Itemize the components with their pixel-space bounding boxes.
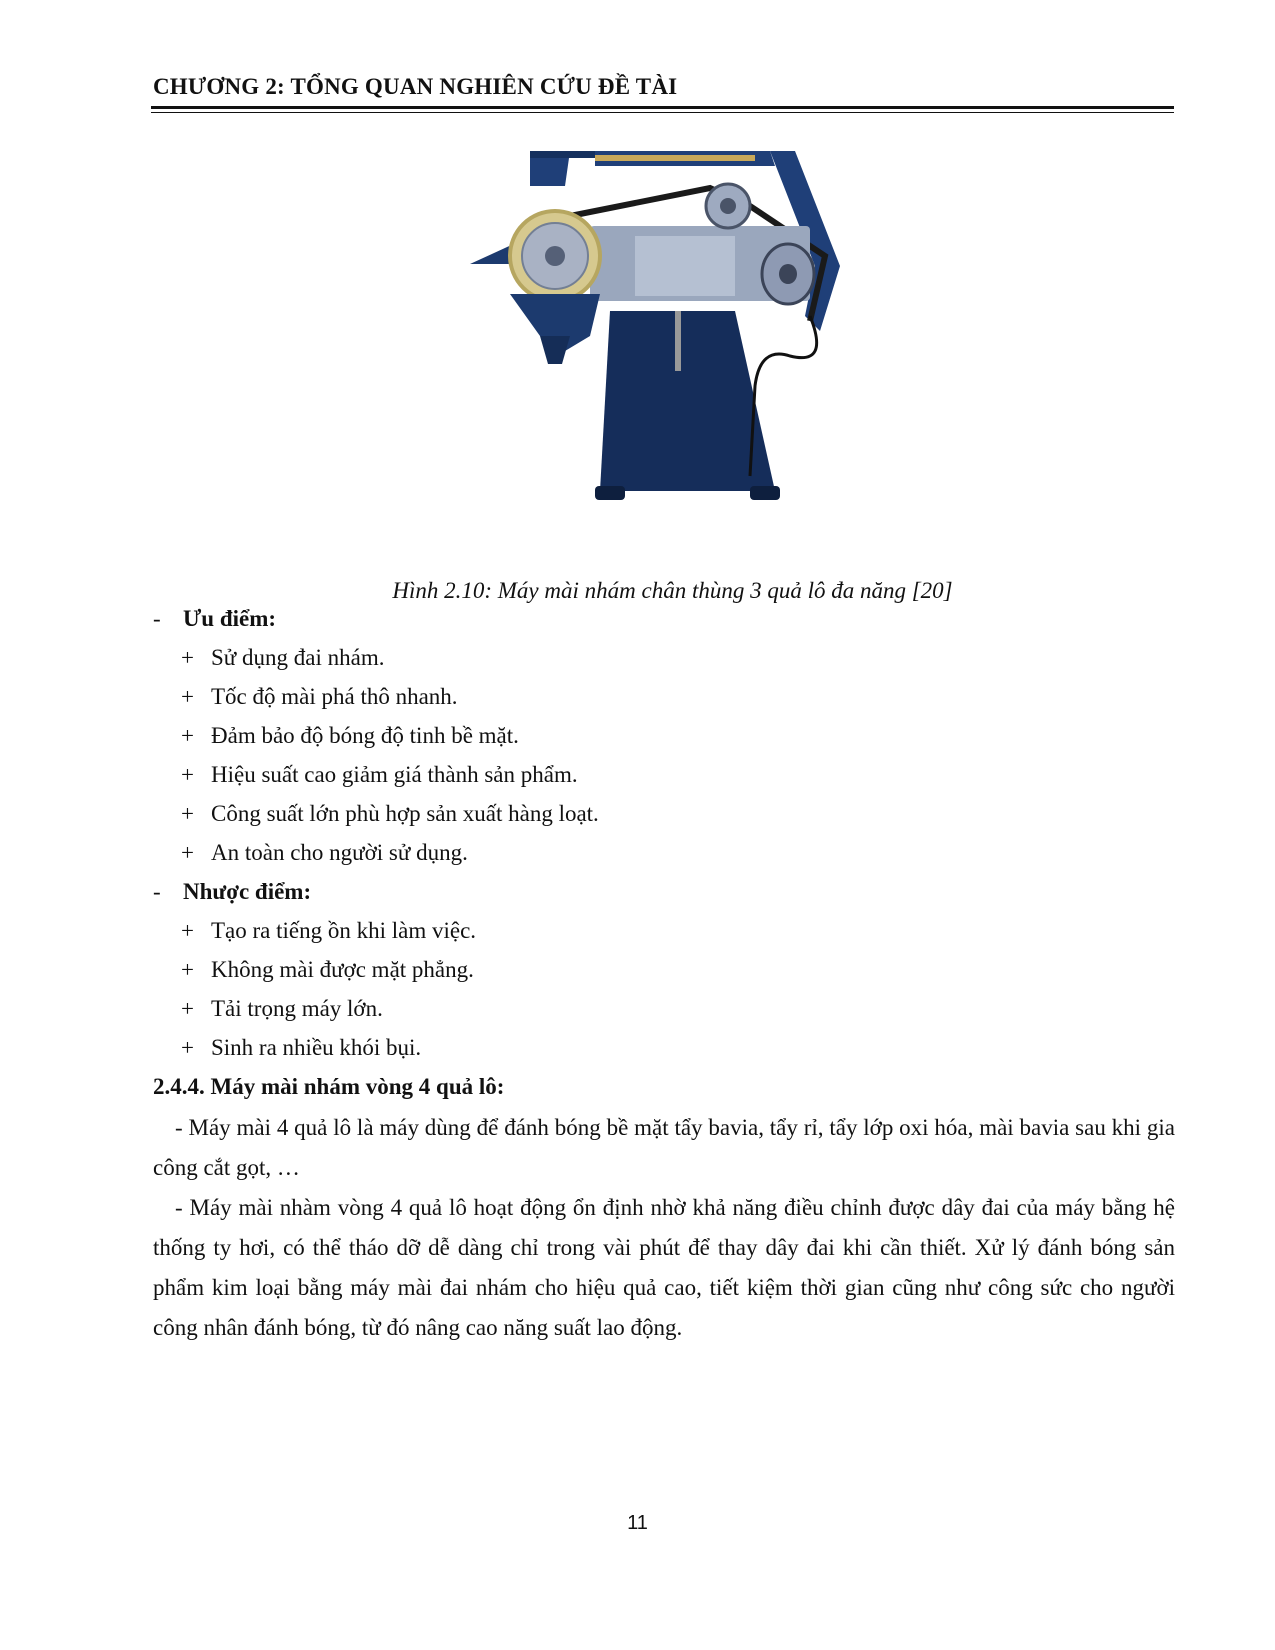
chapter-title: CHƯƠNG 2: TỔNG QUAN NGHIÊN CỨU ĐỀ TÀI bbox=[153, 74, 678, 99]
disadvantages-heading: Nhược điểm: bbox=[183, 879, 312, 904]
chapter-header bbox=[153, 74, 1173, 100]
paragraph: - Máy mài 4 quả lô là máy dùng để đánh bóng bề mặt tẩy bavia, tẩy rỉ, tẩy lớp oxi hóa, mài bavia sau khi gia công cắt gọt, … bbox=[153, 1115, 1175, 1180]
plus-marker: + bbox=[181, 840, 194, 865]
plus-marker: + bbox=[181, 762, 194, 787]
list-item bbox=[181, 645, 384, 671]
belt-sander-figure bbox=[470, 146, 890, 536]
list-item bbox=[181, 996, 383, 1022]
list-item-text: Không mài được mặt phẳng. bbox=[211, 957, 474, 982]
plus-marker: + bbox=[181, 801, 194, 826]
list-item-text: Công suất lớn phù hợp sản xuất hàng loạt. bbox=[211, 801, 599, 826]
list-item-text: Tạo ra tiếng ồn khi làm việc. bbox=[211, 918, 477, 943]
list-item-text: Đảm bảo độ bóng độ tinh bề mặt. bbox=[211, 723, 519, 748]
header-rule-thick bbox=[151, 106, 1174, 109]
list-item bbox=[181, 762, 578, 788]
dash-marker: - bbox=[153, 879, 161, 904]
plus-marker: + bbox=[181, 1035, 194, 1060]
list-item-text: Sử dụng đai nhám. bbox=[211, 645, 385, 670]
figure-caption: Hình 2.10: Máy mài nhám chân thùng 3 quả lô đa năng [20] bbox=[392, 578, 953, 603]
list-item-text: An toàn cho người sử dụng. bbox=[211, 840, 468, 865]
disadvantages-heading-line bbox=[153, 879, 311, 905]
plus-marker: + bbox=[181, 684, 194, 709]
list-item bbox=[181, 684, 458, 710]
plus-marker: + bbox=[181, 996, 194, 1021]
list-item-text: Tốc độ mài phá thô nhanh. bbox=[211, 684, 458, 709]
list-item bbox=[181, 1035, 421, 1061]
plus-marker: + bbox=[181, 645, 194, 670]
list-item bbox=[181, 840, 468, 866]
dash-marker: - bbox=[153, 606, 161, 631]
plus-marker: + bbox=[181, 957, 194, 982]
list-item bbox=[181, 723, 519, 749]
page-number: 11 bbox=[627, 1512, 648, 1534]
list-item-text: Sinh ra nhiều khói bụi. bbox=[211, 1035, 422, 1060]
list-item bbox=[181, 918, 476, 944]
list-item-text: Tải trọng máy lớn. bbox=[211, 996, 383, 1021]
section-heading: 2.4.4. Máy mài nhám vòng 4 quả lô: bbox=[153, 1074, 505, 1099]
list-item-text: Hiệu suất cao giảm giá thành sản phẩm. bbox=[211, 762, 578, 787]
plus-marker: + bbox=[181, 723, 194, 748]
paragraph: - Máy mài nhàm vòng 4 quả lô hoạt động ổn định nhờ khả năng điều chỉnh được dây đai của máy bằng hệ thống ty hơi, có thể tháo dỡ dễ dàng chỉ trong vài phút để thay dây đai khi cần thiết. Xử lý đánh bóng sản phẩm kim loại bằng máy mài đai nhám cho hiệu quả cao, tiết kiệm thời gian cũng như công sức cho người công nhân đánh bóng, từ đó nâng cao năng suất lao động. bbox=[153, 1195, 1175, 1340]
advantages-heading-line bbox=[153, 606, 276, 632]
list-item bbox=[181, 801, 599, 827]
header-rule-thin bbox=[151, 112, 1174, 113]
advantages-heading: Ưu điểm: bbox=[183, 606, 277, 631]
list-item bbox=[181, 957, 474, 983]
plus-marker: + bbox=[181, 918, 194, 943]
